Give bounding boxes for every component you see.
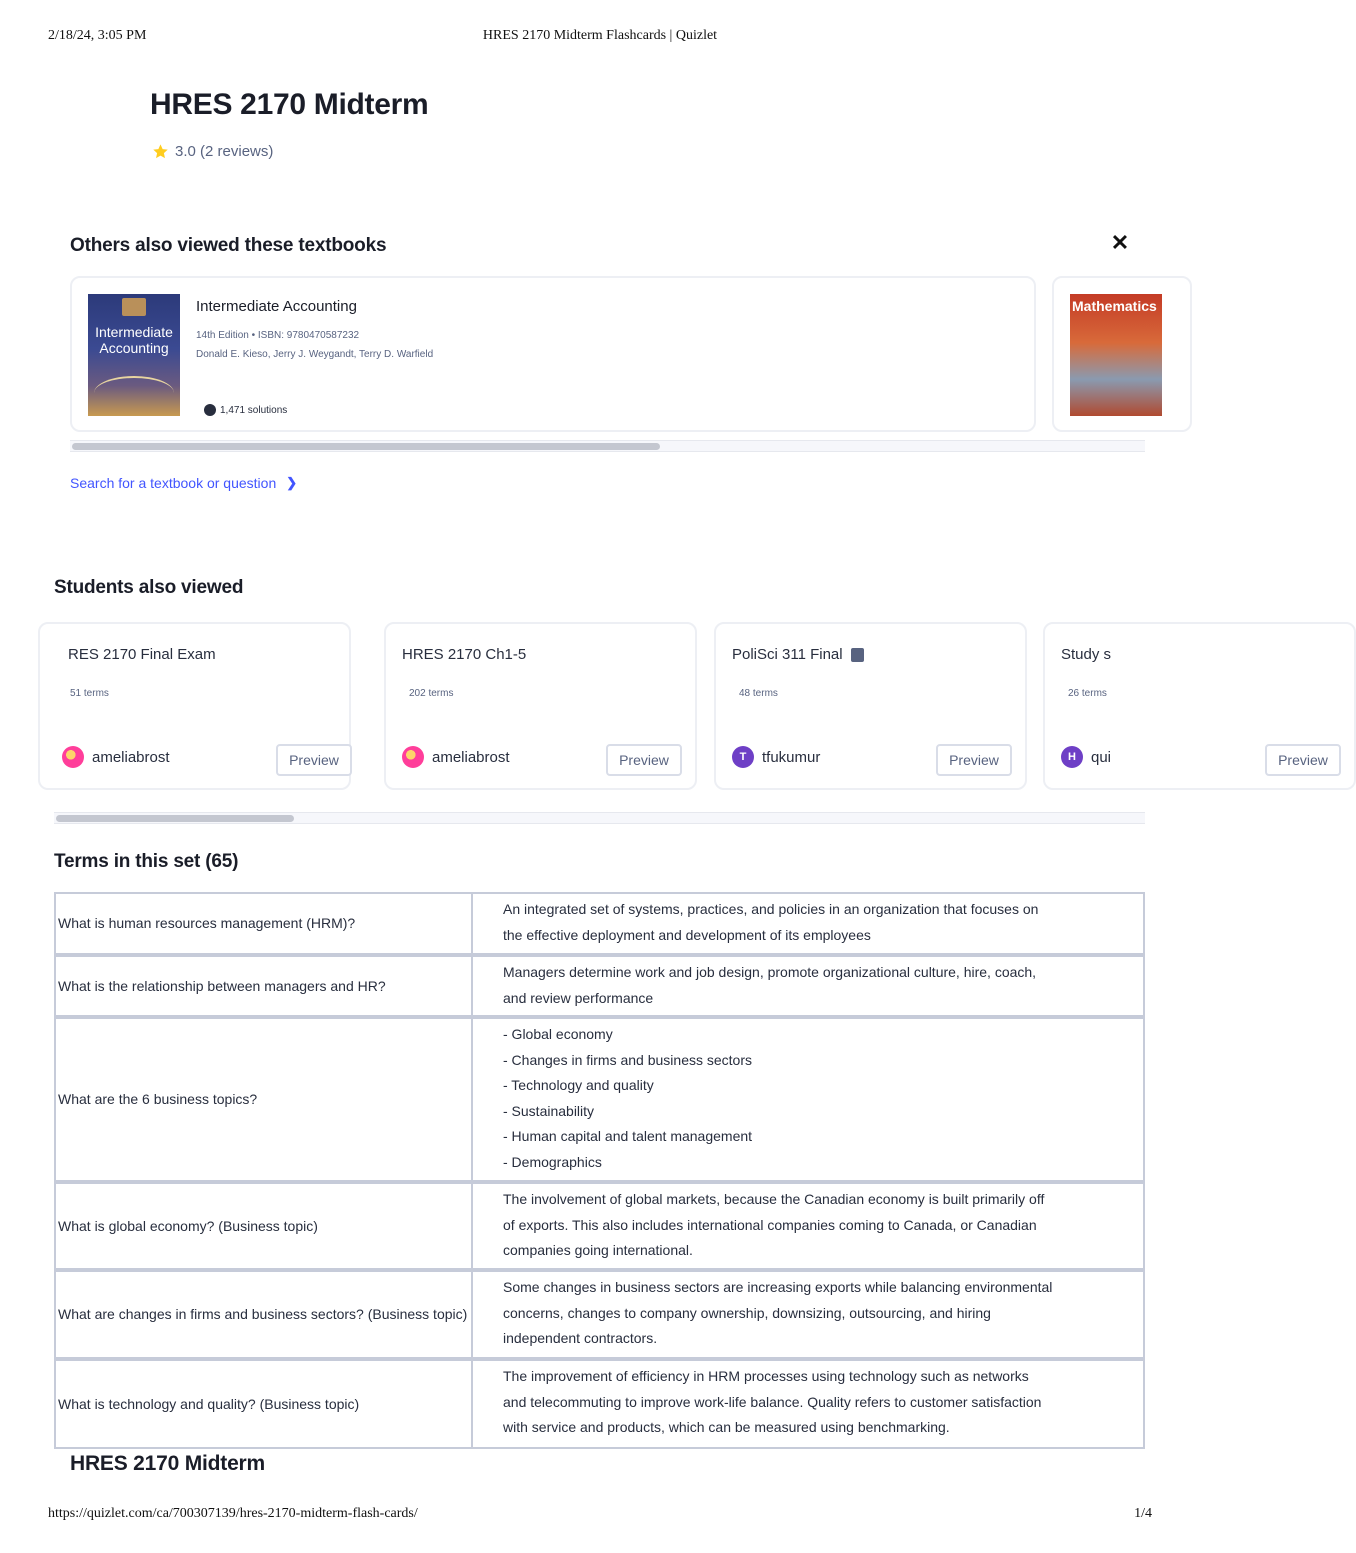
username[interactable]: ameliabrost <box>432 748 510 766</box>
username[interactable]: tfukumur <box>762 748 821 766</box>
answer-line: independent contractors. <box>503 1330 658 1346</box>
print-url: https://quizlet.com/ca/700307139/hres-2170-midterm-flash-cards/ <box>48 1506 418 1521</box>
print-date: 2/18/24, 3:05 PM <box>48 28 147 43</box>
textbook-solutions <box>204 404 287 416</box>
term-question: What is global economy? (Business topic) <box>56 1184 473 1268</box>
preview-button[interactable]: Preview <box>1265 744 1341 776</box>
table-row <box>54 892 1145 955</box>
publisher-logo-icon <box>122 298 146 316</box>
study-set-card[interactable] <box>38 622 351 790</box>
avatar: H <box>1061 746 1083 768</box>
textbook-carousel[interactable] <box>70 276 1157 434</box>
term-question: What are the 6 business topics? <box>56 1019 473 1180</box>
study-set-title[interactable] <box>732 646 864 663</box>
term-answer <box>503 1364 1131 1441</box>
username[interactable]: ameliabrost <box>92 748 170 766</box>
answer-line: Some changes in business sectors are increasing exports while balancing environmental <box>503 1279 1053 1295</box>
answer-line: - Sustainability <box>503 1102 595 1119</box>
table-row <box>54 1017 1145 1182</box>
term-answer <box>503 897 1131 948</box>
textbook-scrollbar[interactable] <box>70 440 1145 452</box>
textbook-card[interactable] <box>70 276 1036 432</box>
study-set-user[interactable] <box>62 746 170 768</box>
answer-line: - Demographics <box>503 1153 602 1170</box>
study-set-terms: 51 terms <box>70 688 109 699</box>
answer-line: - Human capital and talent management <box>503 1128 753 1144</box>
search-textbook-link[interactable] <box>70 475 297 491</box>
footer-set-title: HRES 2170 Midterm <box>70 1452 266 1475</box>
answer-line: The improvement of efficiency in HRM processes using technology such as networks <box>503 1368 1029 1384</box>
page-title: HRES 2170 Midterm <box>150 88 429 121</box>
textbook-authors: Donald E. Kieso, Jerry J. Weygandt, Terry D. Warfield <box>196 349 434 360</box>
table-row <box>54 1182 1145 1270</box>
textbook-name[interactable]: Intermediate Accounting <box>196 298 357 315</box>
term-answer <box>503 960 1131 1011</box>
username[interactable]: qui <box>1091 748 1112 766</box>
answer-line: the effective deployment and development of its employees <box>503 926 871 943</box>
cover-title: Intermediate Accounting <box>95 324 173 356</box>
preview-button[interactable]: Preview <box>936 744 1012 776</box>
rating[interactable] <box>152 143 273 160</box>
scrollbar-thumb[interactable] <box>72 443 660 450</box>
textbook-meta: 14th Edition • ISBN: 9780470587232 <box>196 330 360 341</box>
answer-line: and telecommuting to improve work-life balance. Quality refers to customer satisfaction <box>503 1393 1042 1410</box>
print-footer <box>48 1506 1152 1526</box>
solutions-count: 1,471 solutions <box>220 404 288 416</box>
study-set-terms: 202 terms <box>409 688 454 699</box>
answer-line: - Changes in firms and business sectors <box>503 1051 752 1068</box>
answer-line: - Technology and quality <box>503 1077 654 1093</box>
students-scrollbar[interactable] <box>54 812 1145 824</box>
answer-line: The involvement of global markets, because the Canadian economy is built primarily off <box>503 1191 1045 1207</box>
terms-heading: Terms in this set (65) <box>54 851 239 872</box>
study-set-title-text[interactable]: PoliSci 311 Final <box>732 646 843 663</box>
cover-art <box>94 376 174 410</box>
textbook-cover <box>88 294 180 416</box>
answer-line: concerns, changes to company ownership, downsizing, outsourcing, and hiring <box>503 1304 991 1321</box>
study-set-title[interactable]: RES 2170 Final Exam <box>68 646 216 663</box>
close-icon[interactable]: ✕ <box>1110 230 1130 255</box>
answer-line: Managers determine work and job design, promote organizational culture, hire, coach, <box>503 964 1037 980</box>
preview-button[interactable]: Preview <box>606 744 682 776</box>
solutions-icon <box>204 404 216 416</box>
study-set-card[interactable] <box>714 622 1027 790</box>
study-set-terms: 26 terms <box>1068 688 1107 699</box>
term-question: What is technology and quality? (Business topic) <box>56 1361 473 1447</box>
rating-text: 3.0 (2 reviews) <box>175 143 274 160</box>
book-icon <box>851 648 864 662</box>
preview-button[interactable]: Preview <box>276 744 352 776</box>
term-question: What is human resources management (HRM)? <box>56 894 473 953</box>
answer-line: of exports. This also includes international companies coming to Canada, or Canadian <box>503 1216 1037 1233</box>
term-answer <box>503 1275 1131 1352</box>
study-set-terms: 48 terms <box>739 688 778 699</box>
terms-table <box>54 892 1145 1433</box>
table-row <box>54 955 1145 1017</box>
study-set-title[interactable]: Study s <box>1061 646 1112 663</box>
table-row <box>54 1270 1145 1359</box>
answer-line: with service and products, which can be measured using benchmarking. <box>503 1419 950 1435</box>
students-heading: Students also viewed <box>54 577 244 598</box>
avatar: T <box>732 746 754 768</box>
answer-line: companies going international. <box>503 1242 693 1258</box>
study-set-card[interactable] <box>1043 622 1356 790</box>
print-title: HRES 2170 Midterm Flashcards | Quizlet <box>482 28 718 43</box>
study-set-user[interactable] <box>1061 746 1111 768</box>
avatar <box>62 746 84 768</box>
term-question: What are changes in firms and business sectors? (Business topic) <box>56 1272 473 1357</box>
avatar <box>402 746 424 768</box>
term-answer <box>503 1022 1131 1175</box>
study-set-title[interactable]: HRES 2170 Ch1-5 <box>402 646 527 663</box>
study-set-card[interactable] <box>384 622 697 790</box>
print-header <box>48 28 1152 48</box>
scrollbar-thumb[interactable] <box>56 815 294 822</box>
star-icon <box>152 143 169 160</box>
table-row <box>54 1359 1145 1449</box>
search-link-label[interactable]: Search for a textbook or question <box>70 475 277 491</box>
textbook-card[interactable] <box>1052 276 1192 432</box>
textbooks-heading: Others also viewed these textbooks <box>70 235 387 256</box>
term-answer <box>503 1187 1131 1264</box>
study-set-user[interactable] <box>732 746 820 768</box>
cover-title: Mathematics <box>1072 298 1157 314</box>
answer-line: and review performance <box>503 989 654 1006</box>
answer-line: An integrated set of systems, practices, and policies in an organization that focuses on <box>503 901 1039 917</box>
answer-line: - Global economy <box>503 1026 613 1042</box>
textbook-cover <box>1070 294 1162 416</box>
page-number: 1/4 <box>1134 1506 1152 1521</box>
chevron-right-icon: ❯ <box>286 475 298 490</box>
students-carousel[interactable] <box>54 620 1328 794</box>
term-question: What is the relationship between managers and HR? <box>56 957 473 1015</box>
study-set-user[interactable] <box>402 746 510 768</box>
